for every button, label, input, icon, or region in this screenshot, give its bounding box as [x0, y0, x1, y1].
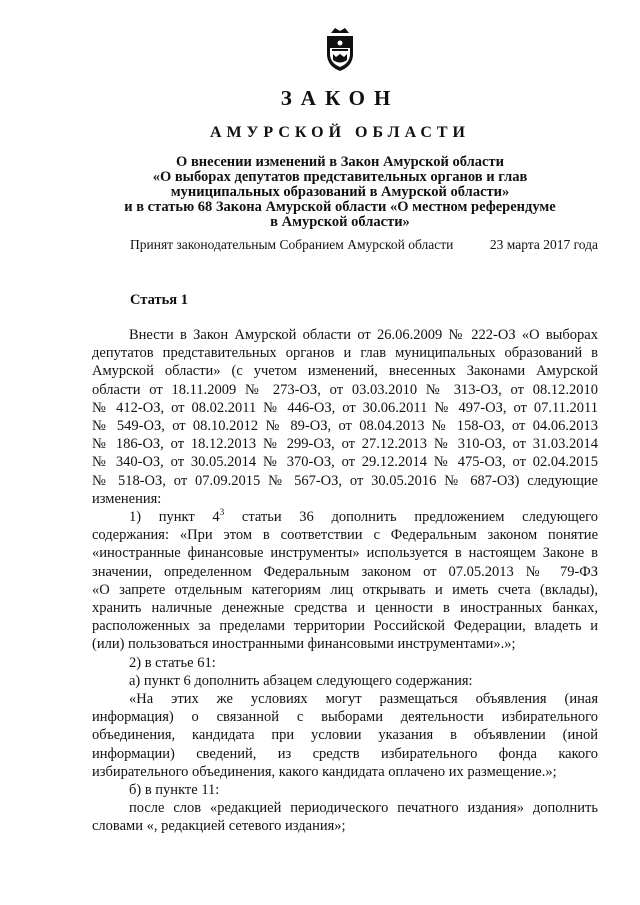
body-line: словами «, редакцией сетевого издания»; [92, 818, 346, 835]
quote-line: информация) о связанной с выборами деятельности избирательного [92, 709, 598, 726]
adoption-date: 23 марта 2017 года [489, 237, 598, 252]
body-line: «О запрете отдельным категориям лиц открывать и иметь счета (вклады), [92, 581, 598, 598]
body-line: области от 18.11.2009 № 273-ОЗ, от 03.03.2010 № 313-ОЗ, от 08.12.2010 [92, 381, 598, 398]
quote-line: информации) сведений, из средств избирательного фонда какого [92, 745, 598, 762]
document-title: ЗАКОН [280, 86, 400, 110]
item-2-label: 2) в статье 61: [129, 654, 216, 671]
body-line: (или) пользоваться иностранными финансовыми инструментами».»; [92, 636, 516, 653]
adopting-body: Принят законодательным Собранием Амурской области [130, 237, 454, 252]
body-line: № 186-ОЗ, от 18.12.2013 № 299-ОЗ, от 27.12.2013 № 310-ОЗ, от 31.03.2014 [92, 436, 598, 453]
body-line: расположенных за пределами территории Российской Федерации, владеть и [92, 618, 598, 635]
quote-line: «На этих же условиях могут размещаться объявления (иная [129, 691, 598, 708]
body-line: № 340-ОЗ, от 30.05.2014 № 370-ОЗ, от 29.12.2014 № 475-ОЗ, от 02.04.2015 [92, 454, 598, 471]
body-line: № 518-ОЗ, от 07.09.2015 № 567-ОЗ, от 30.05.2016 № 687-ОЗ) следующие [92, 472, 598, 489]
body-line: № 412-ОЗ, от 08.02.2011 № 446-ОЗ, от 30.06.2011 № 497-ОЗ, от 07.11.2011 [92, 399, 598, 416]
article-body [92, 326, 598, 836]
item-1-superscript: 3 [219, 507, 225, 518]
law-name-line: и в статью 68 Закона Амурской области «О местном референдуме [124, 199, 556, 215]
body-line: хранить наличные денежные средства и ценности в иностранных банках, [92, 600, 598, 617]
body-line: после слов «редакцией периодического печатного издания» дополнить [129, 800, 598, 817]
law-name-line: «О выборах депутатов представительных органов и глав [152, 169, 528, 185]
quote-line: объединения, кандидата при условии указания в объявлении (иной [92, 727, 598, 744]
subitem-a: а) пункт 6 дополнить абзацем следующего содержания: [129, 672, 473, 689]
coat-of-arms-emblem [322, 24, 358, 72]
body-line: содержания: «При этом в соответствии с Федеральным законом понятие [92, 527, 598, 544]
article-heading: Статья 1 [130, 292, 188, 308]
body-line: значении, определенном Федеральным законом от 07.05.2013 № 79-ФЗ [92, 563, 598, 580]
law-name-line: в Амурской области» [270, 214, 410, 230]
body-line: изменения: [92, 490, 162, 507]
law-name [90, 155, 590, 230]
quote-line: избирательного объединения, какого кандидата оплачено их размещение.»; [92, 763, 557, 780]
body-line: Амурской области» (с учетом изменений, внесенных Законами Амурской [92, 363, 598, 380]
item-1-suffix: статьи 36 дополнить предложением следующего [224, 509, 598, 526]
body-line: Внести в Закон Амурской области от 26.06.2009 № 222-ОЗ «О выборах [129, 327, 598, 343]
subitem-b: б) в пункте 11: [129, 782, 220, 799]
region-name: АМУРСКОЙ ОБЛАСТИ [210, 124, 470, 141]
law-name-line: муниципальных образований в Амурской области» [170, 184, 510, 200]
body-line: № 549-ОЗ, от 08.10.2012 № 89-ОЗ, от 08.04.2013 № 158-ОЗ, от 04.06.2013 [92, 418, 598, 435]
body-line: «иностранные финансовые инструменты» используется в настоящем Законе в [92, 545, 598, 562]
item-1-prefix: 1) пункт 4 [129, 509, 220, 526]
item-1-first-line [92, 508, 598, 526]
adoption-line [130, 237, 598, 253]
body-line: депутатов представительных органов и глав муниципальных образований в [92, 345, 598, 362]
law-name-line: О внесении изменений в Закон Амурской области [176, 154, 504, 170]
